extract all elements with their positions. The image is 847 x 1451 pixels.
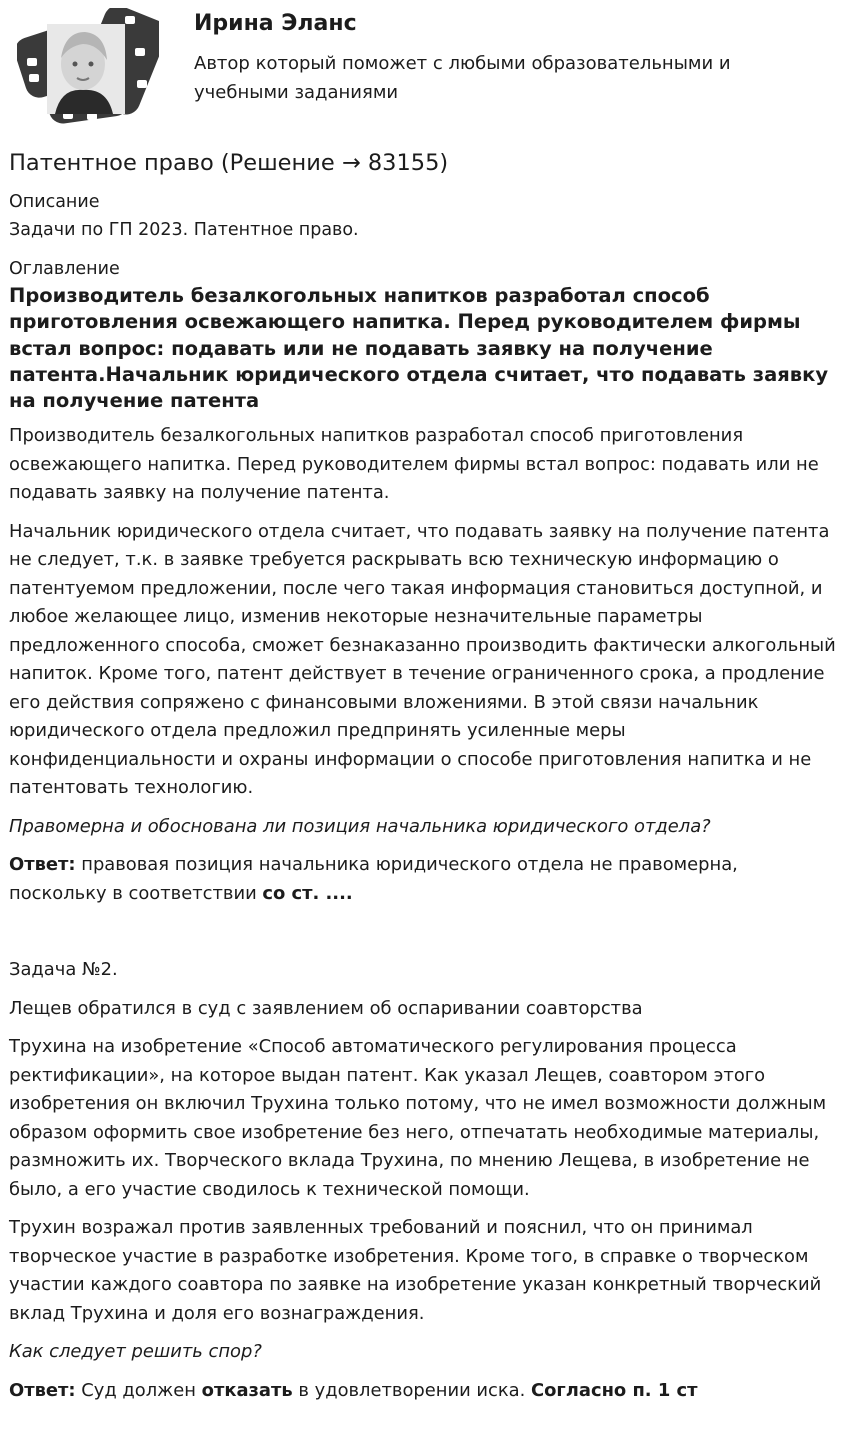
author-header xyxy=(9,0,838,140)
task1-question-text: Правомерна и обоснована ли позиция начальника юридического отдела? xyxy=(9,815,711,837)
toc-section xyxy=(9,255,838,414)
task1-question xyxy=(9,813,838,842)
task2-label: Задача №2. xyxy=(9,959,118,980)
toc-heading[interactable]: Производитель безалкогольных напитков разработал способ приготовления освежающего напитка. Перед руководителем фирмы встал вопрос: подавать или не подавать заявку на получение патента.Начальник юридического отдела считает, что подавать заявку на получение патента xyxy=(9,284,829,413)
page-title: Патентное право (Решение → 83155) xyxy=(9,150,449,176)
task2-answer-text-1: Суд должен xyxy=(75,1379,202,1401)
film-reel-avatar-image xyxy=(17,8,159,126)
task2-answer xyxy=(9,1377,838,1406)
task1-paragraph-2: Начальник юридического отдела считает, что подавать заявку на получение патента не следует, т.к. в заявке требуется раскрывать всю техническую информацию о патентуемом предложении, после чего такая информация становиться доступной, и любое желающее лицо, изменив некоторые незначительные параметры предложенного способа, сможет безнаказанно производить фактически алкогольный напиток. Кроме того, патент действует в течение ограниченного срока, а продление его действия сопряжено с финансовыми вложениями. В этой связи начальник юридического отдела предложил предпринять усиленные меры конфиденциальности и охраны информации о способе приготовления напитка и не патентовать технологию. xyxy=(9,520,836,798)
task1-answer-text: правовая позиция начальника юридического отдела не правомерна, поскольку в соответствии xyxy=(9,854,738,904)
task2-question-text: Как следует решить спор? xyxy=(9,1341,262,1362)
task2-paragraph-2: Трухина на изобретение «Способ автоматического регулирования процесса ректификации», на которое выдан патент. Как указал Лещев, соавтором этого изобретения он включил Трухина только потому, что не имел возможности должным образом оформить свое изобретение без него, отпечатать необходимые материалы, размножить их. Творческого вклада Трухина, по мнению Лещева, в изобретение не было, а его участие сводилось к технической помощи. xyxy=(9,1036,827,1200)
author-description: Автор который поможет с любыми образовательными и учебными заданиями xyxy=(194,53,731,103)
task2-paragraph-1: Лещев обратился в суд с заявлением об оспаривании соавторства xyxy=(9,997,643,1019)
task2-answer-label: Ответ: xyxy=(9,1379,76,1401)
description-section xyxy=(9,188,838,244)
author-name[interactable]: Ирина Эланс xyxy=(194,11,357,36)
task2-answer-text-2: в удовлетворении иска. xyxy=(292,1379,532,1401)
task1-paragraph-1: Производитель безалкогольных напитков разработал способ приготовления освежающего напитка. Перед руководителем фирмы встал вопрос: подавать или не подавать заявку на получение патента. xyxy=(9,425,819,503)
description-label: Описание xyxy=(9,192,100,212)
task2-answer-bold-1: отказать xyxy=(201,1379,293,1401)
task1-section xyxy=(9,422,838,908)
task1-answer-label: Ответ: xyxy=(9,854,76,875)
description-text: Задачи по ГП 2023. Патентное право. xyxy=(9,220,359,240)
task2-question xyxy=(9,1338,838,1367)
author-avatar xyxy=(17,8,159,126)
task2-paragraph-3: Трухин возражал против заявленных требований и пояснил, что он принимал творческое участие в разработке изобретения. Кроме того, в справке о творческом участии каждого соавтора по заявке на изобретение указан конкретный творческий вклад Трухина и доля его вознаграждения. xyxy=(9,1217,822,1324)
task2-section xyxy=(9,956,838,1405)
task2-answer-bold-2: Согласно п. 1 ст xyxy=(531,1379,698,1401)
task1-answer-bold: со ст. .... xyxy=(262,882,353,904)
task1-answer xyxy=(9,851,838,908)
toc-label: Оглавление xyxy=(9,259,120,279)
